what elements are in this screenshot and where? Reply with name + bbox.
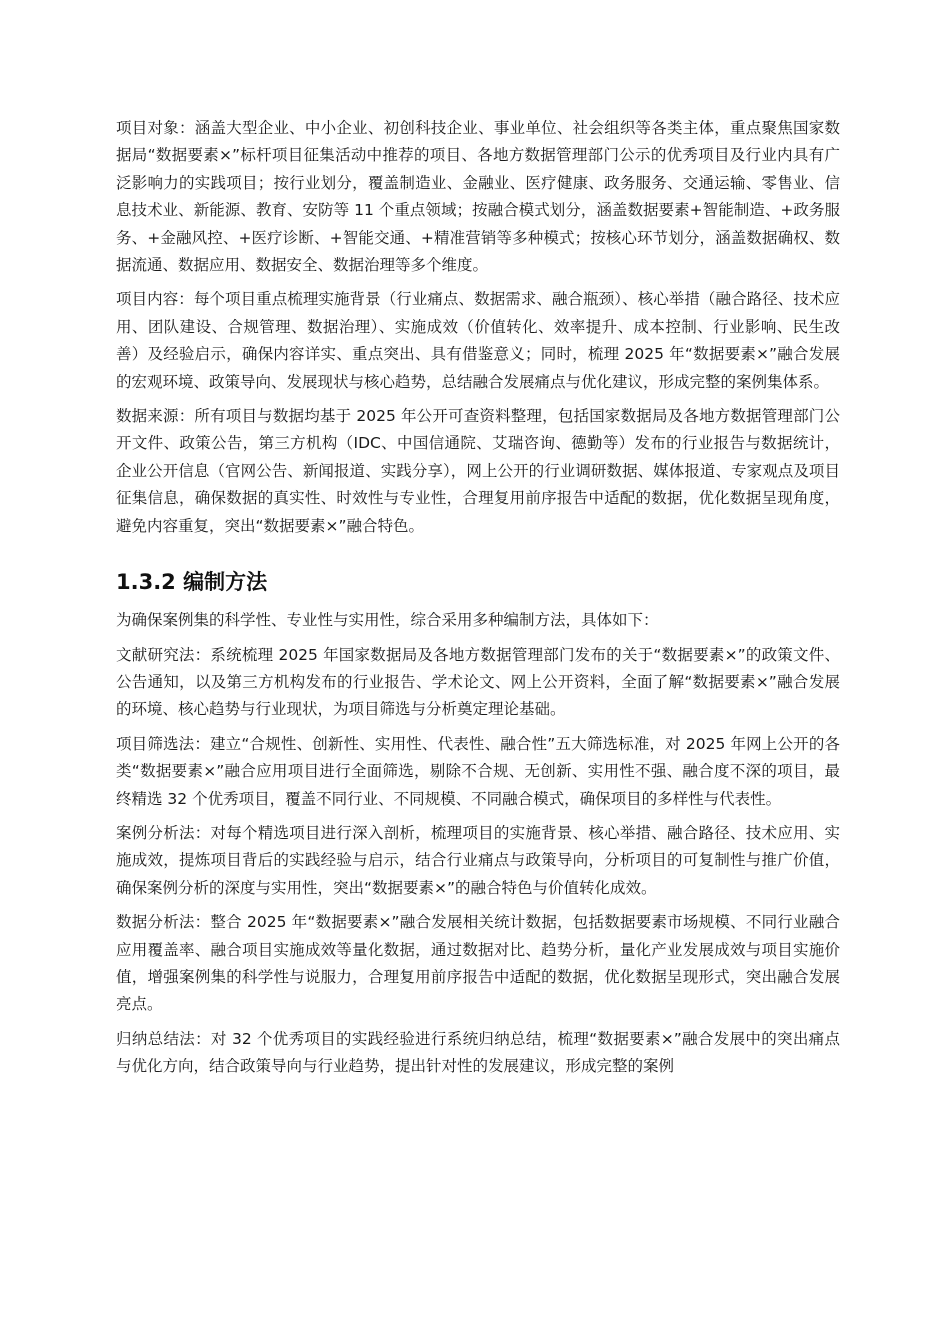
paragraph-data-source: 数据来源：所有项目与数据均基于 2025 年公开可查资料整理，包括国家数据局及各地方数据管理部门公开文件、政策公告，第三方机构（IDC、中国信通院、艾瑞咨询、德勤等）发布的行业报告与数据统计，企业公开信息（官网公告、新闻报道、实践分享），网上公开的行业调研数据、媒体报道、专家观点及项目征集信息，确保数据的真实性、时效性与专业性，合理复用前序报告中适配的数据，优化数据呈现角度，避免内容重复，突出“数据要素×”融合特色。	[116, 407, 840, 535]
paragraph-screening-method: 项目筛选法：建立“合规性、创新性、实用性、代表性、融合性”五大筛选标准，对 2025 年网上公开的各类“数据要素×”融合应用项目进行全面筛选，剔除不合规、无创新、实用性不强、融合度不深的项目，最终精选 32 个优秀项目，覆盖不同行业、不同规模、不同融合模式，确保项目的多样性与代表性。	[116, 734, 840, 808]
paragraph-data-analysis-method: 数据分析法：整合 2025 年“数据要素×”融合发展相关统计数据，包括数据要素市场规模、不同行业融合应用覆盖率、融合项目实施成效等量化数据，通过数据对比、趋势分析，量化产业发展成效与项目实施价值，增强案例集的科学性与说服力，合理复用前序报告中适配的数据，优化数据呈现形式，突出融合发展亮点。	[116, 913, 840, 1014]
document-page	[116, 115, 840, 1088]
section-heading: 1.3.2 编制方法	[116, 570, 268, 595]
paragraph-project-scope: 项目对象：涵盖大型企业、中小企业、初创科技企业、事业单位、社会组织等各类主体，重点聚焦国家数据局“数据要素×”标杆项目征集活动中推荐的项目、各地方数据管理部门公示的优秀项目及行业内具有广泛影响力的实践项目；按行业划分，覆盖制造业、金融业、医疗健康、政务服务、交通运输、零售业、信息技术业、新能源、教育、安防等 11 个重点领域；按融合模式划分，涵盖数据要素+智能制造、+政务服务、+金融风控、+医疗诊断、+智能交通、+精准营销等多种模式；按核心环节划分，涵盖数据确权、数据流通、数据应用、数据安全、数据治理等多个维度。	[116, 119, 840, 275]
paragraph-literature-method: 文献研究法：系统梳理 2025 年国家数据局及各地方数据管理部门发布的关于“数据要素×”的政策文件、公告通知，以及第三方机构发布的行业报告、学术论文、网上公开资料，全面了解“数据要素×”融合发展的环境、核心趋势与行业现状，为项目筛选与分析奠定理论基础。	[116, 645, 840, 719]
paragraph-summary-method: 归纳总结法：对 32 个优秀项目的实践经验进行系统归纳总结，梳理“数据要素×”融合发展中的突出痛点与优化方向，结合政策导向与行业趋势，提出针对性的发展建议，形成完整的案例	[116, 1029, 840, 1076]
paragraph-case-analysis-method: 案例分析法：对每个精选项目进行深入剖析，梳理项目的实施背景、核心举措、融合路径、技术应用、实施成效，提炼项目背后的实践经验与启示，结合行业痛点与政策导向，分析项目的可复制性与推广价值，确保案例分析的深度与实用性，突出“数据要素×”的融合特色与价值转化成效。	[116, 823, 840, 897]
paragraph-intro: 为确保案例集的科学性、专业性与实用性，综合采用多种编制方法，具体如下：	[116, 611, 659, 630]
paragraph-project-content: 项目内容：每个项目重点梳理实施背景（行业痛点、数据需求、融合瓶颈）、核心举措（融合路径、技术应用、团队建设、合规管理、数据治理）、实施成效（价值转化、效率提升、成本控制、行业影响、民生改善）及经验启示，确保内容详实、重点突出、具有借鉴意义；同时，梳理 2025 年“数据要素×”融合发展的宏观环境、政策导向、发展现状与核心趋势，总结融合发展痛点与优化建议，形成完整的案例集体系。	[116, 290, 840, 391]
